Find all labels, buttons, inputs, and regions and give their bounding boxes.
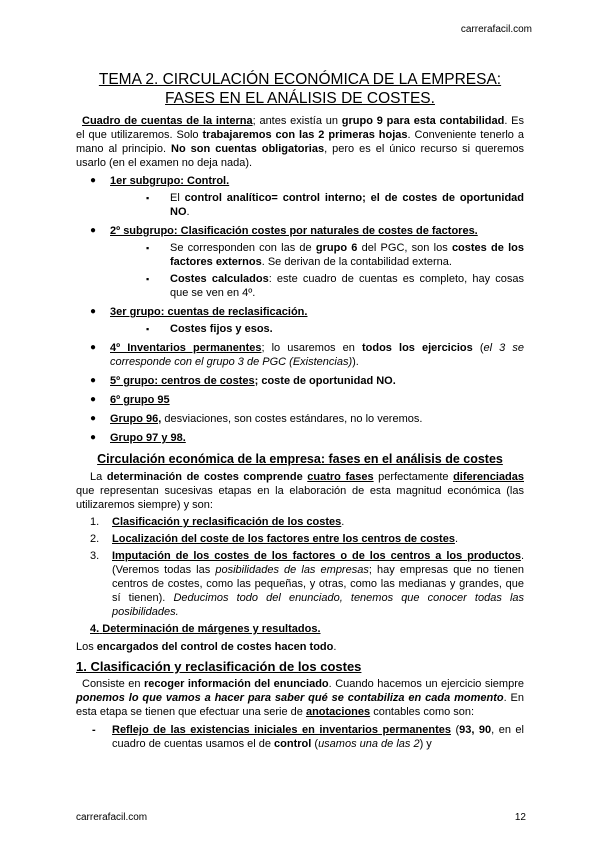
sub-text: del PGC, son los — [357, 242, 452, 254]
item-bold: ; coste de oportunidad NO. — [254, 375, 396, 387]
para-bold: recoger información del enunciado — [144, 678, 329, 690]
sub-item — [76, 322, 524, 336]
para-text: que representan sucesivas etapas en la elaboración de esta magnitud económica (las utilizaremos siempre) y son: — [76, 485, 524, 511]
sub-bold: Costes fijos y esos. — [170, 323, 273, 335]
list-item — [76, 341, 524, 369]
list-item — [76, 412, 524, 426]
list-item — [76, 393, 524, 407]
square-bullet-icon: ▪ — [146, 324, 150, 334]
item-text: , en el cuadro de cuentas usamos el de — [112, 724, 524, 750]
item-text: desviaciones, son costes estándares, no lo veremos. — [161, 413, 423, 425]
para-text: La — [90, 471, 107, 483]
square-bullet-icon: ▪ — [146, 193, 150, 203]
item-text: ( — [311, 738, 319, 750]
para-bold: determinación de costes comprende — [106, 471, 303, 483]
section-paragraph — [76, 677, 524, 719]
item-italic: usamos una de las 2 — [318, 738, 420, 750]
square-bullet-icon: ▪ — [146, 243, 150, 253]
footer-site: carrerafacil.com — [76, 812, 148, 823]
section-heading — [86, 451, 514, 468]
sub-item — [76, 191, 524, 219]
bullet-icon: ● — [90, 175, 97, 186]
dash-bullet-icon: - — [92, 724, 96, 736]
sub-text: : este cuadro de cuentas es completo, hay cosas que se ven en 4º. — [170, 273, 524, 299]
title-line-2: FASES EN EL ANÁLISIS DE COSTES. — [165, 90, 435, 107]
square-bullet-icon: ▪ — [146, 274, 150, 284]
item-bold: Imputación de los costes de los factores o de los centros a los productos — [112, 550, 521, 562]
sub-bold: control analítico= control interno; el de costes de oportunidad NO — [170, 192, 524, 218]
bullet-icon: ● — [90, 432, 97, 443]
sub-item — [76, 272, 524, 300]
para-bold: cuatro fases — [307, 471, 374, 483]
item-number: 4. — [90, 623, 100, 635]
sub-text: . — [186, 206, 190, 218]
group-label: 1er subgrupo: Control. — [110, 175, 230, 187]
intro-bold: No son cuentas obligatorias — [171, 143, 325, 155]
page-content — [76, 70, 524, 751]
group-label: Grupo 96, — [110, 413, 162, 425]
sub-text: . Se derivan de la contabilidad externa. — [261, 256, 452, 268]
intro-text: . Es el que utilizaremos. Solo — [76, 115, 525, 141]
intro-text: . Conveniente tenerlo a mano al principio. — [76, 129, 524, 155]
item-bold: Reflejo de las existencias iniciales en inventarios permanentes — [112, 724, 451, 736]
list-item — [76, 374, 524, 388]
item-text: ; hay empresas que no tienen centros de costes, como las pequeñas, y otras, como las medianas y grandes, que sí tienen). — [112, 564, 524, 604]
list-item — [76, 431, 524, 445]
item-text: ( — [450, 724, 460, 736]
sub-text: Se corresponden con las de — [170, 242, 316, 254]
para-text: . Cuando hacemos un ejercicio siempre — [328, 678, 524, 690]
sub-bold: Costes calculados — [170, 273, 269, 285]
item-number: 3. — [90, 550, 100, 562]
para-bold-italic: ponemos lo que vamos a hacer para saber qué se contabiliza en cada momento — [76, 692, 504, 704]
bullet-icon: ● — [90, 342, 97, 353]
intro-paragraph — [76, 114, 524, 170]
para-bold: anotaciones — [305, 706, 371, 718]
intro-bold: trabajaremos con las 2 primeras hojas — [202, 129, 408, 141]
numbered-item — [76, 622, 524, 636]
para-text: contables como son: — [370, 706, 475, 718]
dash-item — [76, 723, 524, 751]
bullet-icon: ● — [90, 394, 97, 405]
item-text: ). — [352, 356, 359, 368]
sub-item — [76, 241, 524, 269]
item-text: ( — [472, 342, 484, 354]
item-italic: Deducimos todo del enunciado, tenemos que conocer todas las posibilidades. — [112, 592, 525, 618]
section-heading-text: Circulación económica de la empresa: fases en el análisis de costes — [97, 452, 503, 466]
bullet-icon: ● — [90, 306, 97, 317]
title-line-1: TEMA 2. CIRCULACIÓN ECONÓMICA DE LA EMPRESA: — [98, 71, 502, 88]
para-text: Los — [76, 641, 97, 653]
item-bold: Determinación de márgenes y resultados. — [102, 623, 321, 635]
subsection-heading — [76, 658, 524, 675]
para-bold: encargados del control de costes hacen todo — [96, 641, 334, 653]
numbered-item: 2. Localización del coste de los factores entre los centros de costes. — [90, 533, 459, 545]
sub-bold: costes de los factores externos — [170, 242, 524, 268]
header-site: carrerafacil.com — [460, 24, 532, 35]
item-text: . (Veremos todas las — [112, 550, 524, 576]
item-bold: 93, 90 — [459, 724, 492, 736]
item-number: 2. — [90, 533, 100, 545]
group-label: Grupo 97 y 98. — [110, 432, 186, 444]
intro-text: ; antes existía un — [252, 115, 342, 127]
group-label: 5º grupo: centros de costes — [110, 375, 255, 387]
page-number: 12 — [514, 812, 526, 823]
intro-text: , pero es el único recurso si queremos usarlo (en el examen no deja nada). — [76, 143, 524, 169]
numbered-item: 1. Clasificación y reclasificación de los costes. — [90, 516, 345, 528]
item-number: 1. — [90, 516, 100, 528]
item-text: ) y — [419, 738, 432, 750]
item-italic: posibilidades de las empresas — [215, 564, 369, 576]
sub-bold: grupo 6 — [315, 242, 358, 254]
item-italic: el 3 se corresponde con el grupo 3 de PGC (Existencias) — [110, 342, 525, 368]
para-text: . En esta etapa se tienen que efectuar una serie de — [76, 692, 524, 718]
group-label: 6º grupo 95 — [110, 394, 170, 406]
list-item — [76, 174, 524, 188]
bullet-icon: ● — [90, 413, 97, 424]
item-bold: Clasificación y reclasificación de los costes — [112, 516, 342, 528]
sub-text: El — [170, 192, 185, 204]
page-title — [76, 70, 524, 108]
intro-bold: grupo 9 para esta contabilidad — [341, 115, 505, 127]
para-text: . — [333, 641, 337, 653]
numbered-item — [76, 549, 524, 619]
intro-term: Cuadro de cuentas de la interna — [82, 115, 253, 127]
group-label: 4º Inventarios permanentes — [110, 342, 262, 354]
subsection-heading-text: 1. Clasificación y reclasificación de los costes — [76, 659, 362, 674]
para-text: perfectamente — [373, 471, 454, 483]
closing-paragraph — [76, 640, 524, 654]
item-bold: Localización del coste de los factores entre los centros de costes — [112, 533, 455, 545]
item-text: ; lo usaremos en — [261, 342, 362, 354]
list-item — [76, 305, 524, 319]
bullet-icon: ● — [90, 375, 97, 386]
item-bold: todos los ejercicios — [361, 342, 473, 354]
para-text: Consiste en — [82, 678, 144, 690]
group-label: 3er grupo: cuentas de reclasificación. — [110, 306, 308, 318]
group-label: 2º subgrupo: Clasificación costes por naturales de costes de factores. — [110, 225, 478, 237]
item-bold: control — [274, 738, 312, 750]
para-bold: diferenciadas — [453, 471, 524, 483]
bullet-icon: ● — [90, 225, 97, 236]
section-paragraph — [76, 470, 524, 512]
list-item — [76, 224, 524, 238]
